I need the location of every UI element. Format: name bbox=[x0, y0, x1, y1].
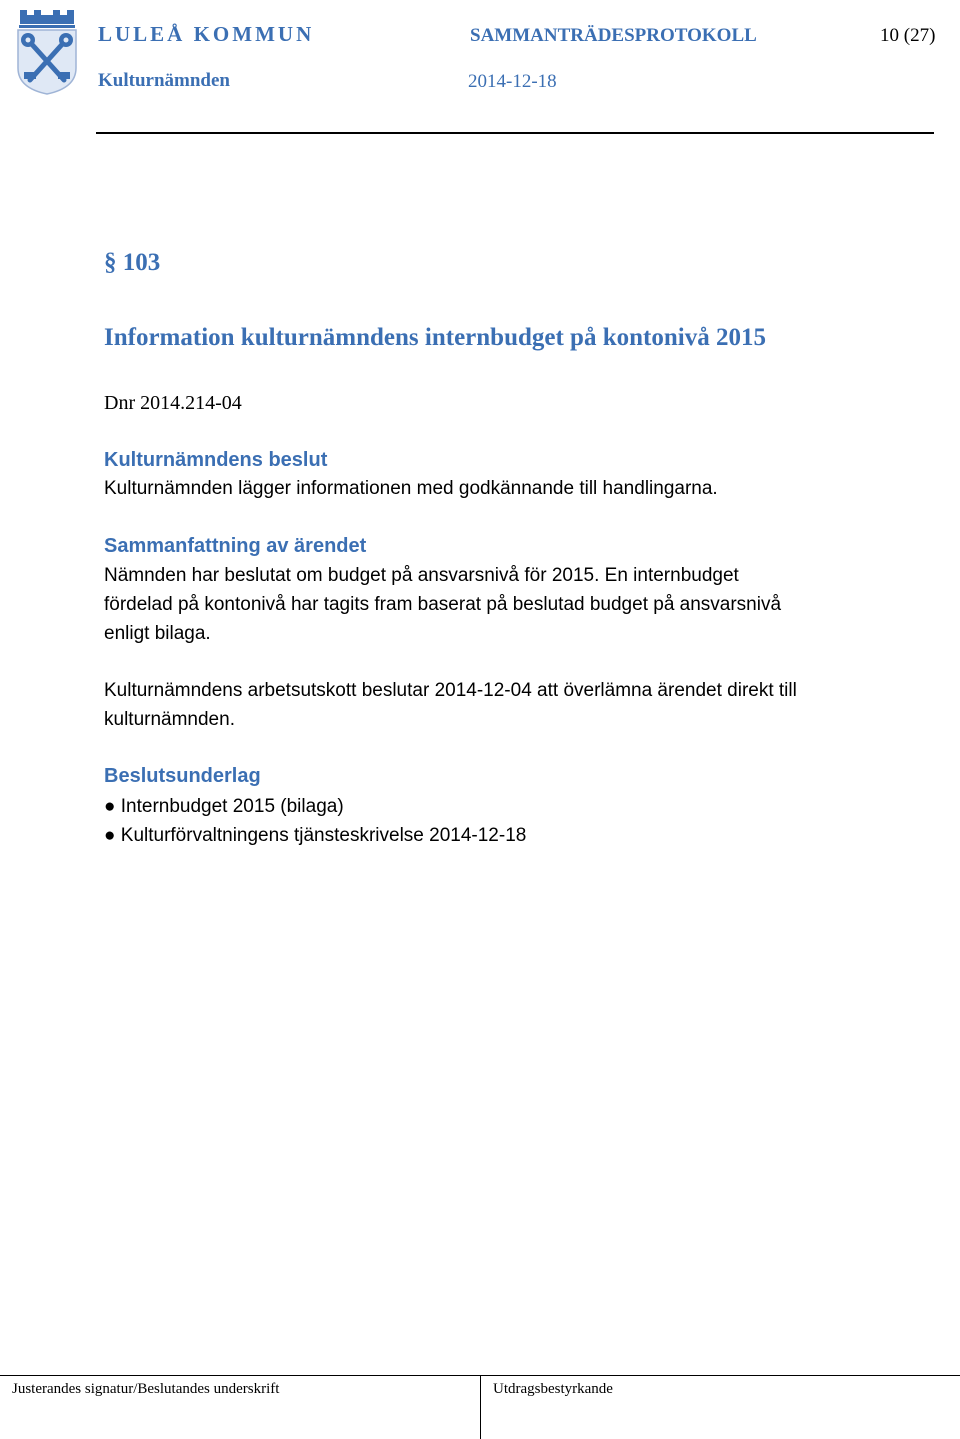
footer-column-divider bbox=[480, 1375, 481, 1439]
reference-number: Dnr 2014.214-04 bbox=[104, 392, 242, 414]
header-divider bbox=[96, 132, 934, 134]
list-item bbox=[104, 792, 344, 821]
organization-name: LULEÅ KOMMUN bbox=[98, 22, 315, 46]
item-title: Information kulturnämndens internbudget på kontonivå 2015 bbox=[104, 324, 766, 351]
meeting-date: 2014-12-18 bbox=[468, 71, 557, 92]
bullet: ● bbox=[104, 825, 116, 846]
decision-text: Kulturnämnden lägger informationen med godkännande till handlingarna. bbox=[104, 478, 718, 499]
work-committee-text: Kulturnämndens arbetsutskott beslutar 2014-12-04 att överlämna ärendet direkt till kulturnämnden. bbox=[104, 680, 797, 730]
list-item bbox=[104, 821, 526, 850]
basis-heading: Beslutsunderlag bbox=[104, 765, 261, 787]
list-item-label: Internbudget 2015 (bilaga) bbox=[120, 796, 344, 817]
decision-heading: Kulturnämndens beslut bbox=[104, 449, 328, 471]
section-number: § 103 bbox=[104, 249, 161, 276]
certification-label: Utdragsbestyrkande bbox=[493, 1381, 613, 1397]
summary-text: Nämnden har beslutat om budget på ansvarsnivå för 2015. En internbudget fördelad på kontonivå har tagits fram baserat på beslutad budget på ansvarsnivå enligt bilaga. bbox=[104, 565, 782, 644]
page-number: 10 (27) bbox=[880, 25, 936, 46]
signature-label: Justerandes signatur/Beslutandes underskrift bbox=[12, 1381, 280, 1397]
document-type: SAMMANTRÄDESPROTOKOLL bbox=[470, 25, 757, 46]
committee-name: Kulturnämnden bbox=[98, 70, 230, 91]
municipal-coat-of-arms-logo bbox=[14, 6, 80, 96]
summary-heading: Sammanfattning av ärendet bbox=[104, 535, 367, 557]
bullet: ● bbox=[104, 796, 116, 817]
list-item-label: Kulturförvaltningens tjänsteskrivelse 2014-12-18 bbox=[120, 825, 527, 846]
